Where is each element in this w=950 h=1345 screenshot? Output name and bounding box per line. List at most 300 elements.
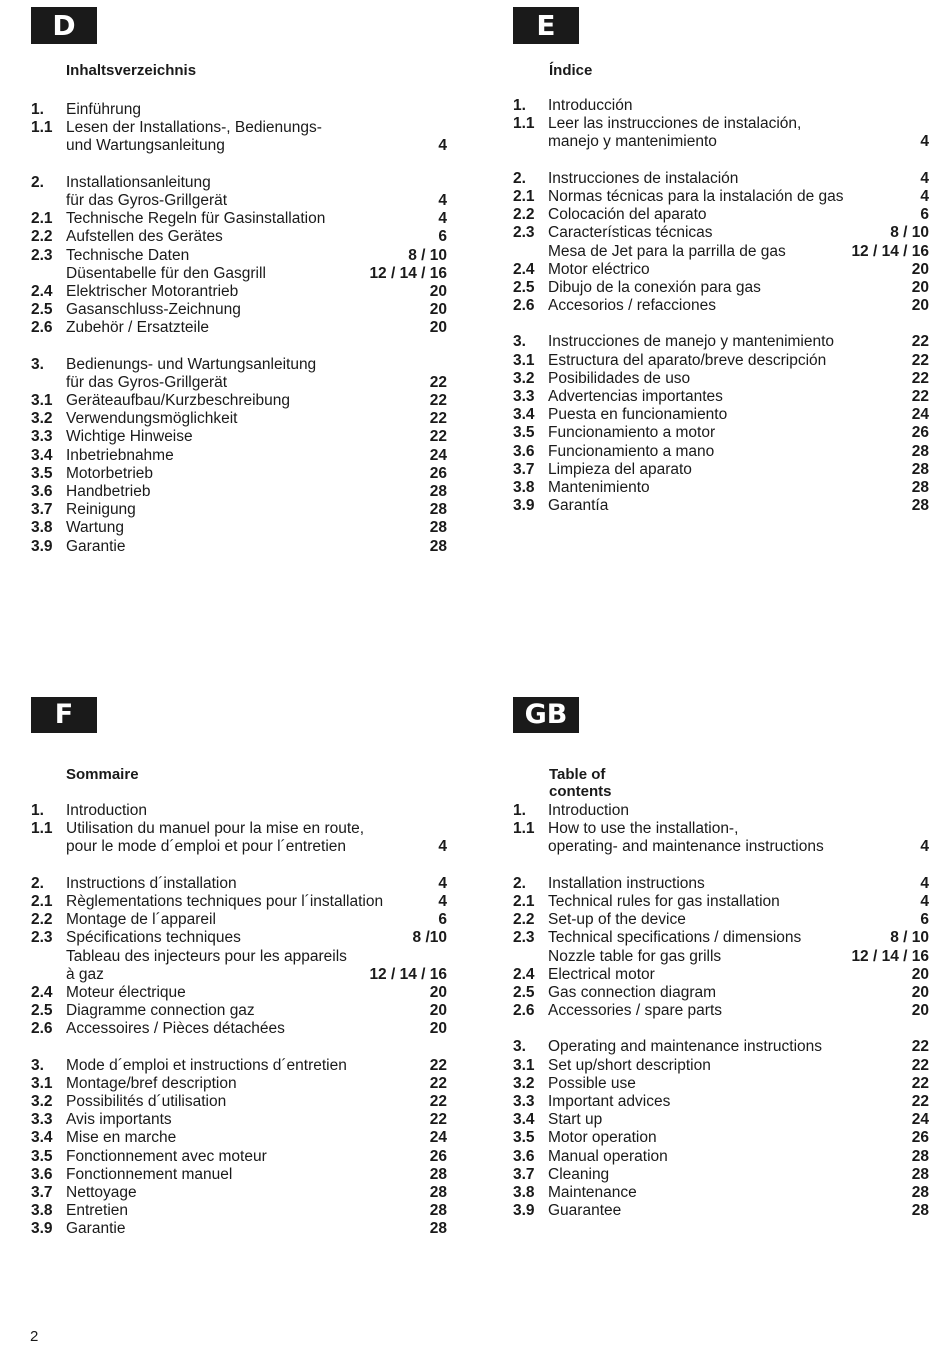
toc-entry-number: 3.7 bbox=[31, 1183, 53, 1201]
toc-entry-page: 28 bbox=[429, 519, 447, 537]
toc-title-f: Sommaire bbox=[66, 766, 139, 783]
toc-entry-title: Instrucciones de instalación bbox=[548, 169, 739, 187]
toc-entry-page: 22 bbox=[911, 1038, 929, 1056]
toc-entry-title: Garantie bbox=[66, 1220, 126, 1238]
toc-entry bbox=[513, 224, 929, 242]
toc-entry bbox=[31, 483, 447, 501]
toc-entry-number: 3.1 bbox=[513, 351, 535, 369]
toc-entry bbox=[31, 465, 447, 483]
toc-entry-title: Moteur électrique bbox=[66, 983, 186, 1001]
toc-entry-page: 28 bbox=[911, 1147, 929, 1165]
toc-entry bbox=[31, 966, 447, 984]
toc-entry bbox=[31, 911, 447, 929]
toc-entry-title: Leer las instrucciones de instalación, bbox=[548, 115, 802, 133]
toc-entry-page: 28 bbox=[911, 478, 929, 496]
toc-entry-number: 2.4 bbox=[513, 965, 535, 983]
toc-entry-number: 2.3 bbox=[31, 246, 53, 264]
toc-entry-page: 22 bbox=[429, 410, 447, 428]
toc-entry-number: 3.5 bbox=[31, 464, 53, 482]
toc-entry-title: Verwendungsmöglichkeit bbox=[66, 410, 238, 428]
toc-entry-title: Introduction bbox=[548, 802, 629, 819]
toc-entry bbox=[31, 228, 447, 246]
toc-entry-number: 3.1 bbox=[31, 1074, 53, 1092]
toc-entry-title: Accessoires / Pièces détachées bbox=[66, 1020, 285, 1038]
toc-entry-title: Mode d´emploi et instructions d´entretien bbox=[66, 1056, 347, 1074]
toc-entry-title: Aufstellen des Gerätes bbox=[66, 228, 223, 246]
toc-entry-title: Cleaning bbox=[548, 1165, 610, 1183]
toc-entry bbox=[31, 210, 447, 228]
toc-entry-page: 12 / 14 / 16 bbox=[369, 264, 447, 282]
toc-entry-number: 1. bbox=[513, 97, 526, 114]
toc-entry-page: 28 bbox=[911, 1202, 929, 1220]
toc-entry-page: 4 bbox=[920, 892, 929, 910]
toc-entry-page: 22 bbox=[911, 1074, 929, 1092]
toc-entry-number: 1.1 bbox=[31, 820, 53, 838]
toc-entry bbox=[31, 501, 447, 519]
toc-entry bbox=[513, 1057, 929, 1075]
toc-entry-page: 26 bbox=[911, 424, 929, 442]
toc-entry-page: 28 bbox=[911, 442, 929, 460]
toc-entry-page: 22 bbox=[911, 1093, 929, 1110]
toc-entry-number: 3.3 bbox=[513, 1093, 535, 1110]
toc-entry bbox=[513, 461, 929, 479]
toc-entry-number: 3.8 bbox=[31, 519, 53, 537]
toc-entry-title: Dibujo de la conexión para gas bbox=[548, 278, 761, 296]
toc-entry-title: Accessories / spare parts bbox=[548, 1002, 723, 1020]
toc-entry-number: 2.3 bbox=[513, 929, 535, 947]
toc-entry-title: Advertencias importantes bbox=[548, 388, 723, 405]
toc-entry-title: Nozzle table for gas grills bbox=[548, 947, 722, 965]
toc-entry-title: Instructions d´installation bbox=[66, 874, 237, 892]
toc-entry-title: Posibilidades de uso bbox=[548, 369, 691, 387]
toc-entries-e bbox=[513, 97, 929, 515]
toc-entry-number: 2.2 bbox=[513, 206, 535, 224]
toc-entry-number: 3.6 bbox=[513, 442, 535, 460]
toc-entry-number: 3.2 bbox=[513, 369, 535, 387]
toc-entry-page: 28 bbox=[911, 1183, 929, 1201]
toc-entry-page: 4 bbox=[438, 210, 447, 228]
toc-entry-page: 22 bbox=[911, 369, 929, 387]
toc-entry bbox=[513, 1184, 929, 1202]
toc-entry bbox=[31, 319, 447, 337]
toc-entries-d bbox=[31, 101, 447, 556]
toc-entry-title: Possibilités d´utilisation bbox=[66, 1093, 227, 1110]
toc-entry bbox=[31, 356, 447, 374]
toc-entry-title: pour le mode d´emploi et pour l´entretien bbox=[66, 838, 347, 856]
language-badge-e: E bbox=[513, 7, 579, 44]
language-badge-f: F bbox=[31, 697, 97, 733]
toc-entry-number: 3.8 bbox=[513, 478, 535, 496]
toc-entry-title: Lesen der Installations-, Bedienungs- bbox=[66, 119, 322, 137]
toc-entry-number: 2.5 bbox=[513, 983, 535, 1001]
toc-entry bbox=[31, 893, 447, 911]
toc-entry bbox=[513, 97, 929, 115]
toc-entry bbox=[513, 893, 929, 911]
toc-entry-page: 8 / 10 bbox=[890, 224, 929, 242]
toc-entry-number: 2.5 bbox=[513, 278, 535, 296]
toc-entries-gb bbox=[513, 802, 929, 1220]
toc-entry bbox=[513, 929, 929, 947]
toc-entry bbox=[513, 984, 929, 1002]
toc-entry-title: Technische Regeln für Gasinstallation bbox=[66, 210, 326, 228]
toc-entry-page: 6 bbox=[920, 911, 929, 929]
toc-entry-page: 24 bbox=[911, 406, 929, 424]
toc-entry-page: 28 bbox=[911, 497, 929, 515]
toc-entry bbox=[513, 115, 929, 133]
toc-entry-title: Set up/short description bbox=[548, 1056, 711, 1074]
toc-entry-title: operating- and maintenance instructions bbox=[548, 838, 824, 856]
toc-entry-page: 28 bbox=[429, 1202, 447, 1220]
toc-entry bbox=[31, 410, 447, 428]
toc-entry-page: 28 bbox=[429, 537, 447, 555]
toc-entry-number: 2.4 bbox=[31, 983, 53, 1001]
toc-entry-page: 20 bbox=[911, 983, 929, 1001]
toc-entry-page: 22 bbox=[429, 428, 447, 446]
toc-entry-title: Accesorios / refacciones bbox=[548, 297, 716, 315]
toc-entry bbox=[513, 1129, 929, 1147]
toc-entry-title: Motor eléctrico bbox=[548, 260, 650, 278]
toc-entry-page: 28 bbox=[911, 1165, 929, 1183]
toc-entry-number: 2.2 bbox=[31, 911, 53, 929]
toc-entry-page: 6 bbox=[438, 228, 447, 246]
toc-entry-title: à gaz bbox=[66, 965, 104, 983]
toc-entry-number: 3.3 bbox=[31, 1111, 53, 1129]
toc-entry-title: Bedienungs- und Wartungsanleitung bbox=[66, 355, 317, 373]
toc-entry-number: 2.6 bbox=[513, 297, 535, 315]
toc-entry bbox=[513, 820, 929, 838]
toc-entry-title: How to use the installation-, bbox=[548, 820, 739, 838]
toc-entry bbox=[513, 1148, 929, 1166]
toc-entry-page: 28 bbox=[429, 482, 447, 500]
toc-entry-number: 3.2 bbox=[31, 410, 53, 428]
toc-entry bbox=[31, 1020, 447, 1038]
toc-entry-title: Installationsanleitung bbox=[66, 173, 211, 191]
toc-entry bbox=[31, 192, 447, 210]
toc-entry-title: Utilisation du manuel pour la mise en route, bbox=[66, 820, 365, 838]
toc-entry-title: Technische Daten bbox=[66, 246, 190, 264]
toc-entry bbox=[513, 243, 929, 261]
toc-entry-title: Avis importants bbox=[66, 1111, 172, 1129]
toc-entry-number: 3.5 bbox=[31, 1147, 53, 1165]
toc-entry-number: 3.8 bbox=[31, 1202, 53, 1220]
toc-entry-page: 28 bbox=[429, 501, 447, 519]
toc-title-gb: Table of contents bbox=[549, 766, 612, 800]
toc-entry-title: Motorbetrieb bbox=[66, 464, 154, 482]
toc-entry bbox=[31, 392, 447, 410]
toc-entry-page: 22 bbox=[429, 373, 447, 391]
toc-entry-page: 12 / 14 / 16 bbox=[851, 947, 929, 965]
toc-entry bbox=[31, 1111, 447, 1129]
toc-entry-page: 22 bbox=[429, 1074, 447, 1092]
toc-entry-title: Start up bbox=[548, 1111, 603, 1129]
toc-entry-page: 28 bbox=[429, 1165, 447, 1183]
toc-entry-number: 2.5 bbox=[31, 301, 53, 319]
toc-entry-page: 6 bbox=[920, 206, 929, 224]
toc-entry-page: 22 bbox=[429, 1111, 447, 1129]
toc-entry bbox=[31, 374, 447, 392]
toc-entry-number: 2.6 bbox=[31, 319, 53, 337]
toc-entry bbox=[513, 802, 929, 820]
toc-entry-number: 2.4 bbox=[513, 260, 535, 278]
toc-entry-page: 20 bbox=[429, 1020, 447, 1038]
toc-entry-page: 8 /10 bbox=[412, 929, 447, 947]
toc-entry bbox=[31, 301, 447, 319]
toc-entry-title: Limpieza del aparato bbox=[548, 460, 692, 478]
toc-entry-title: Possible use bbox=[548, 1074, 636, 1092]
toc-entry-title: Montage/bref description bbox=[66, 1074, 237, 1092]
toc-entry-number: 3.6 bbox=[31, 1165, 53, 1183]
toc-title-d: Inhaltsverzeichnis bbox=[66, 62, 197, 79]
toc-entry-number: 3.9 bbox=[31, 537, 53, 555]
toc-entry-title: Estructura del aparato/breve descripción bbox=[548, 351, 827, 369]
toc-entry-title: Operating and maintenance instructions bbox=[548, 1038, 822, 1056]
toc-entry bbox=[513, 1002, 929, 1020]
toc-entry bbox=[31, 875, 447, 893]
toc-entry-page: 22 bbox=[429, 1093, 447, 1110]
toc-entry bbox=[31, 538, 447, 556]
toc-entry-title: Mesa de Jet para la parrilla de gas bbox=[548, 242, 786, 260]
toc-entry bbox=[31, 948, 447, 966]
toc-entry-title: Handbetrieb bbox=[66, 482, 151, 500]
toc-entry-number: 2. bbox=[31, 173, 44, 191]
toc-entry bbox=[513, 170, 929, 188]
toc-entry-title: Zubehör / Ersatzteile bbox=[66, 319, 210, 337]
toc-entry-page: 12 / 14 / 16 bbox=[851, 242, 929, 260]
toc-entry-page: 4 bbox=[920, 874, 929, 892]
toc-entry bbox=[513, 1166, 929, 1184]
toc-entry-page: 22 bbox=[911, 333, 929, 351]
toc-entry-title: Mantenimiento bbox=[548, 478, 650, 496]
toc-entry-page: 12 / 14 / 16 bbox=[369, 965, 447, 983]
toc-entry-number: 3. bbox=[31, 1056, 44, 1074]
toc-entry-title: Fonctionnement avec moteur bbox=[66, 1147, 267, 1165]
toc-entry-title: für das Gyros-Grillgerät bbox=[66, 191, 228, 209]
toc-entry-number: 2. bbox=[31, 874, 44, 892]
toc-entry-title: Gas connection diagram bbox=[548, 983, 717, 1001]
toc-entry bbox=[513, 297, 929, 315]
toc-entry-title: Technical specifications / dimensions bbox=[548, 929, 802, 947]
toc-entry-number: 3.6 bbox=[31, 482, 53, 500]
toc-entry-title: Normas técnicas para la instalación de gas bbox=[548, 187, 844, 205]
toc-entry bbox=[513, 497, 929, 515]
toc-entry-page: 22 bbox=[911, 1056, 929, 1074]
toc-entry bbox=[513, 333, 929, 351]
toc-entry-number: 2.5 bbox=[31, 1002, 53, 1020]
toc-entry-number: 3.9 bbox=[31, 1220, 53, 1238]
toc-entry bbox=[513, 948, 929, 966]
toc-entry-number: 3.1 bbox=[31, 392, 53, 409]
toc-entries-f bbox=[31, 802, 447, 1239]
toc-entry-page: 20 bbox=[911, 1002, 929, 1020]
toc-entry-title: Set-up of the device bbox=[548, 911, 686, 929]
toc-entry-title: Diagramme connection gaz bbox=[66, 1002, 255, 1020]
toc-entry-page: 4 bbox=[920, 133, 929, 151]
toc-entry-title: Electrical motor bbox=[548, 965, 655, 983]
toc-entry bbox=[31, 447, 447, 465]
toc-entry-page: 26 bbox=[429, 464, 447, 482]
toc-entry bbox=[513, 875, 929, 893]
toc-entry-number: 3.3 bbox=[31, 428, 53, 446]
toc-entry-number: 3.4 bbox=[31, 1129, 53, 1147]
toc-entry-page: 20 bbox=[429, 1002, 447, 1020]
toc-entry-page: 22 bbox=[429, 1056, 447, 1074]
toc-entry-number: 2.4 bbox=[31, 282, 53, 300]
language-badge-d: D bbox=[31, 7, 97, 44]
toc-entry-page: 20 bbox=[429, 319, 447, 337]
toc-entry-title: Mise en marche bbox=[66, 1129, 177, 1147]
toc-entry-page: 20 bbox=[911, 260, 929, 278]
toc-entry-page: 22 bbox=[911, 351, 929, 369]
toc-entry bbox=[31, 119, 447, 137]
toc-entry-number: 2.6 bbox=[513, 1002, 535, 1020]
toc-entry bbox=[31, 984, 447, 1002]
toc-entry-number: 2.1 bbox=[31, 892, 53, 910]
toc-entry-page: 20 bbox=[911, 297, 929, 315]
toc-entry-number: 2.3 bbox=[31, 929, 53, 947]
toc-entry-title: Spécifications techniques bbox=[66, 929, 241, 947]
toc-entry bbox=[31, 265, 447, 283]
toc-entry-number: 2.1 bbox=[513, 892, 535, 910]
toc-entry bbox=[513, 261, 929, 279]
toc-entry bbox=[31, 820, 447, 838]
toc-entry-number: 3.7 bbox=[513, 460, 535, 478]
toc-entry-title: Fonctionnement manuel bbox=[66, 1165, 233, 1183]
toc-entry bbox=[31, 428, 447, 446]
toc-entry bbox=[31, 1202, 447, 1220]
toc-entry-page: 24 bbox=[911, 1111, 929, 1129]
toc-entry-number: 1. bbox=[513, 802, 526, 819]
toc-entry-number: 1.1 bbox=[513, 820, 535, 838]
toc-entry-number: 3.6 bbox=[513, 1147, 535, 1165]
toc-entry bbox=[31, 283, 447, 301]
toc-entry-title: Instrucciones de manejo y mantenimiento bbox=[548, 333, 835, 351]
toc-entry-page: 6 bbox=[438, 911, 447, 929]
toc-entry-title: Puesta en funcionamiento bbox=[548, 406, 728, 424]
toc-entry-number: 1. bbox=[31, 101, 44, 118]
toc-entry-title: Garantie bbox=[66, 537, 126, 555]
toc-entry-page: 4 bbox=[438, 838, 447, 856]
toc-entry-page: 4 bbox=[438, 892, 447, 910]
toc-entry-number: 3.5 bbox=[513, 1129, 535, 1147]
toc-entry-page: 20 bbox=[429, 983, 447, 1001]
toc-entry bbox=[31, 929, 447, 947]
toc-entry-title: Introduction bbox=[66, 802, 147, 819]
toc-entry-title: Garantía bbox=[548, 497, 609, 515]
toc-entry bbox=[513, 133, 929, 151]
toc-entry-number: 3.8 bbox=[513, 1183, 535, 1201]
toc-entry bbox=[513, 479, 929, 497]
toc-entry-number: 2.2 bbox=[513, 911, 535, 929]
toc-entry-number: 3. bbox=[31, 355, 44, 373]
toc-entry bbox=[31, 1057, 447, 1075]
toc-entry-page: 20 bbox=[429, 301, 447, 319]
toc-entry bbox=[31, 1129, 447, 1147]
toc-entry bbox=[513, 966, 929, 984]
toc-entry bbox=[513, 352, 929, 370]
toc-entry-number: 1.1 bbox=[513, 115, 535, 133]
toc-entry-number: 3.2 bbox=[513, 1074, 535, 1092]
toc-entry-title: Geräteaufbau/Kurzbeschreibung bbox=[66, 392, 291, 409]
toc-entry-title: Reinigung bbox=[66, 501, 136, 519]
toc-entry bbox=[513, 388, 929, 406]
toc-entry-title: Tableau des injecteurs pour les appareils bbox=[66, 947, 347, 965]
toc-entry bbox=[31, 802, 447, 820]
toc-entry bbox=[513, 1202, 929, 1220]
toc-entry-page: 22 bbox=[429, 392, 447, 409]
toc-entry-page: 4 bbox=[438, 874, 447, 892]
toc-entry bbox=[31, 1184, 447, 1202]
toc-entry-number: 2. bbox=[513, 169, 526, 187]
toc-entry bbox=[513, 279, 929, 297]
toc-entry bbox=[31, 1093, 447, 1111]
toc-entry-page: 20 bbox=[911, 278, 929, 296]
toc-entry-number: 3.4 bbox=[31, 446, 53, 464]
toc-entry-title: Colocación del aparato bbox=[548, 206, 707, 224]
toc-title-e: Índice bbox=[549, 62, 593, 79]
toc-entry-page: 4 bbox=[920, 838, 929, 856]
toc-entry-title: Gasanschluss-Zeichnung bbox=[66, 301, 241, 319]
toc-entry bbox=[513, 838, 929, 856]
toc-entry-page: 4 bbox=[920, 169, 929, 187]
toc-entry-page: 4 bbox=[920, 187, 929, 205]
toc-entry-number: 1.1 bbox=[31, 119, 53, 137]
toc-entry-page: 20 bbox=[429, 282, 447, 300]
toc-entry-number: 3.9 bbox=[513, 1202, 535, 1220]
toc-entry bbox=[31, 1075, 447, 1093]
toc-entry bbox=[31, 519, 447, 537]
toc-entry-title: Motor operation bbox=[548, 1129, 657, 1147]
toc-entry bbox=[513, 406, 929, 424]
toc-entry-title: Installation instructions bbox=[548, 874, 705, 892]
toc-entry-title: Manual operation bbox=[548, 1147, 668, 1165]
toc-entry bbox=[513, 443, 929, 461]
toc-entry-title: und Wartungsanleitung bbox=[66, 137, 225, 155]
toc-entry-page: 26 bbox=[911, 1129, 929, 1147]
toc-entry bbox=[31, 838, 447, 856]
toc-entry-title: Funcionamiento a mano bbox=[548, 442, 715, 460]
toc-entry-page: 28 bbox=[429, 1183, 447, 1201]
toc-entry-title: Entretien bbox=[66, 1202, 129, 1220]
toc-entry bbox=[513, 370, 929, 388]
toc-entry-page: 24 bbox=[429, 446, 447, 464]
toc-entry-title: Guarantee bbox=[548, 1202, 622, 1220]
toc-entry bbox=[31, 247, 447, 265]
toc-entry-number: 3.5 bbox=[513, 424, 535, 442]
toc-entry-title: Règlementations techniques pour l´installation bbox=[66, 892, 384, 910]
toc-entry-title: manejo y mantenimiento bbox=[548, 133, 717, 151]
toc-entry-number: 3. bbox=[513, 333, 526, 351]
toc-entry-number: 3.3 bbox=[513, 388, 535, 405]
toc-entry bbox=[31, 101, 447, 119]
toc-entry-title: Inbetriebnahme bbox=[66, 446, 174, 464]
toc-entry bbox=[31, 1148, 447, 1166]
toc-entry-page: 4 bbox=[438, 191, 447, 209]
toc-entry bbox=[513, 206, 929, 224]
language-badge-gb: GB bbox=[513, 697, 579, 733]
toc-entry-title: Elektrischer Motorantrieb bbox=[66, 282, 239, 300]
toc-entry-number: 2.1 bbox=[513, 187, 535, 205]
toc-entry bbox=[513, 1111, 929, 1129]
toc-entry-title: Montage de l´appareil bbox=[66, 911, 216, 929]
toc-entry-title: Einführung bbox=[66, 101, 141, 118]
toc-entry-number: 3.1 bbox=[513, 1056, 535, 1074]
toc-entry-number: 2.2 bbox=[31, 228, 53, 246]
toc-entry-number: 1. bbox=[31, 802, 44, 819]
toc-entry bbox=[31, 137, 447, 155]
toc-entry-page: 28 bbox=[429, 1220, 447, 1238]
toc-entry-title: Important advices bbox=[548, 1093, 671, 1110]
toc-entry-number: 3. bbox=[513, 1038, 526, 1056]
